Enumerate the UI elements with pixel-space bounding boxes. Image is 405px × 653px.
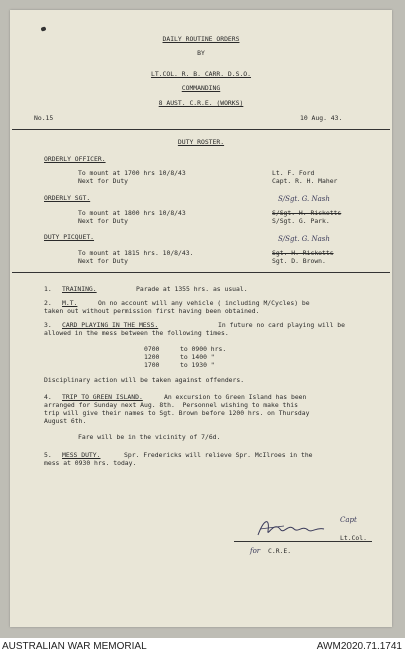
order-date: 10 Aug. 43. xyxy=(300,114,343,122)
item-4-line5: Fare will be in the vicinity of 7/6d. xyxy=(78,433,221,441)
duty-picquet-name2: Sgt. D. Brown. xyxy=(272,257,326,265)
orderly-sgt-heading: ORDERLY SGT. xyxy=(44,194,91,202)
document-title: DAILY ROUTINE ORDERS xyxy=(162,35,240,43)
item-5-line1: Spr. Fredericks will relieve Spr. McIlroes in the xyxy=(124,451,313,459)
archive-name: AUSTRALIAN WAR MEMORIAL xyxy=(2,641,147,652)
duty-picquet-heading: DUTY PICQUET. xyxy=(44,233,95,241)
item-4-line4: August 6th. xyxy=(44,417,87,425)
item-2-number: 2. xyxy=(44,299,52,307)
divider xyxy=(12,272,390,273)
divider xyxy=(12,129,390,130)
item-1-text: Parade at 1355 hrs. as usual. xyxy=(136,285,248,293)
signoff-unit: C.R.E. xyxy=(268,547,292,555)
item-2-line2: taken out without permission first having been obtained. xyxy=(44,307,260,315)
item-1-number: 1. xyxy=(44,285,52,293)
by-line: BY xyxy=(197,49,205,57)
orderly-officer-heading: ORDERLY OFFICER. xyxy=(44,155,106,163)
item-2-heading: M.T. xyxy=(62,299,78,307)
duty-picquet-line1: To mount at 1815 hrs. 10/8/43. xyxy=(78,249,194,257)
time-to: to 1930 " xyxy=(180,361,215,369)
item-1-heading: TRAINING. xyxy=(62,285,97,293)
duty-picquet-signature: S/Sgt. G. Nash xyxy=(278,235,330,243)
item-5-heading: MESS DUTY. xyxy=(62,451,101,459)
item-4-number: 4. xyxy=(44,393,52,401)
archive-footer xyxy=(0,638,405,653)
orderly-officer-name2: Capt. R. H. Maher xyxy=(272,177,338,185)
item-5-number: 5. xyxy=(44,451,52,459)
orderly-officer-name1: Lt. F. Ford xyxy=(272,169,315,177)
orderly-sgt-line1: To mount at 1800 hrs 10/8/43 xyxy=(78,209,186,217)
time-from: 1700 xyxy=(144,361,160,369)
item-3-line1: In future no card playing will be xyxy=(218,321,345,329)
duty-picquet-name1: Sgt. H. Ricketts xyxy=(272,249,334,257)
item-3-heading: CARD PLAYING IN THE MESS. xyxy=(62,321,159,329)
item-3-number: 3. xyxy=(44,321,52,329)
signoff-for: for xyxy=(250,547,261,555)
unit-name: 8 AUST. C.R.E. (WORKS) xyxy=(158,99,244,107)
commander-signature-icon xyxy=(254,515,334,541)
item-4-heading: TRIP TO GREEN ISLAND. xyxy=(62,393,143,401)
orderly-officer-line1: To mount at 1700 hrs 10/8/43 xyxy=(78,169,186,177)
document-page xyxy=(10,10,392,627)
roster-title: DUTY ROSTER. xyxy=(177,138,225,146)
time-to: to 1400 " xyxy=(180,353,215,361)
item-4-line1: An excursion to Green Island has been xyxy=(164,393,307,401)
archive-reference: AWM2020.71.1741 xyxy=(316,641,402,652)
orderly-sgt-name1: S/Sgt. H. Ricketts xyxy=(272,209,342,217)
commander-name: LT.COL. R. B. CARR. D.S.O. xyxy=(150,70,252,78)
item-3-line2: allowed in the mess between the following times. xyxy=(44,329,229,337)
item-4-line3: trip will give their names to Sgt. Brown before 1200 hrs. on Thursday xyxy=(44,409,310,417)
item-3-line3: Disciplinary action will be taken against offenders. xyxy=(44,376,245,384)
orderly-sgt-signature: S/Sgt. G. Nash xyxy=(278,195,330,203)
orderly-sgt-name2: S/Sgt. G. Park. xyxy=(272,217,330,225)
time-from: 0700 xyxy=(144,345,160,353)
orderly-sgt-line2: Next for Duty xyxy=(78,217,129,225)
item-4-line2: arranged for Sunday next Aug. 8th. Personnel wishing to make this xyxy=(44,401,298,409)
punch-mark xyxy=(40,26,46,31)
duty-picquet-line2: Next for Duty xyxy=(78,257,129,265)
signoff-rank: Lt.Col. xyxy=(340,534,367,542)
item-5-line2: mess at 0930 hrs. today. xyxy=(44,459,137,467)
item-2-line1: On no account will any vehicle ( including M/Cycles) be xyxy=(98,299,310,307)
order-number: No.15 xyxy=(34,114,54,122)
time-from: 1200 xyxy=(144,353,160,361)
orderly-officer-line2: Next for Duty xyxy=(78,177,129,185)
time-to: to 0900 hrs. xyxy=(180,345,227,353)
commanding-line: COMMANDING xyxy=(181,84,221,92)
signature-title: Capt xyxy=(340,516,357,524)
